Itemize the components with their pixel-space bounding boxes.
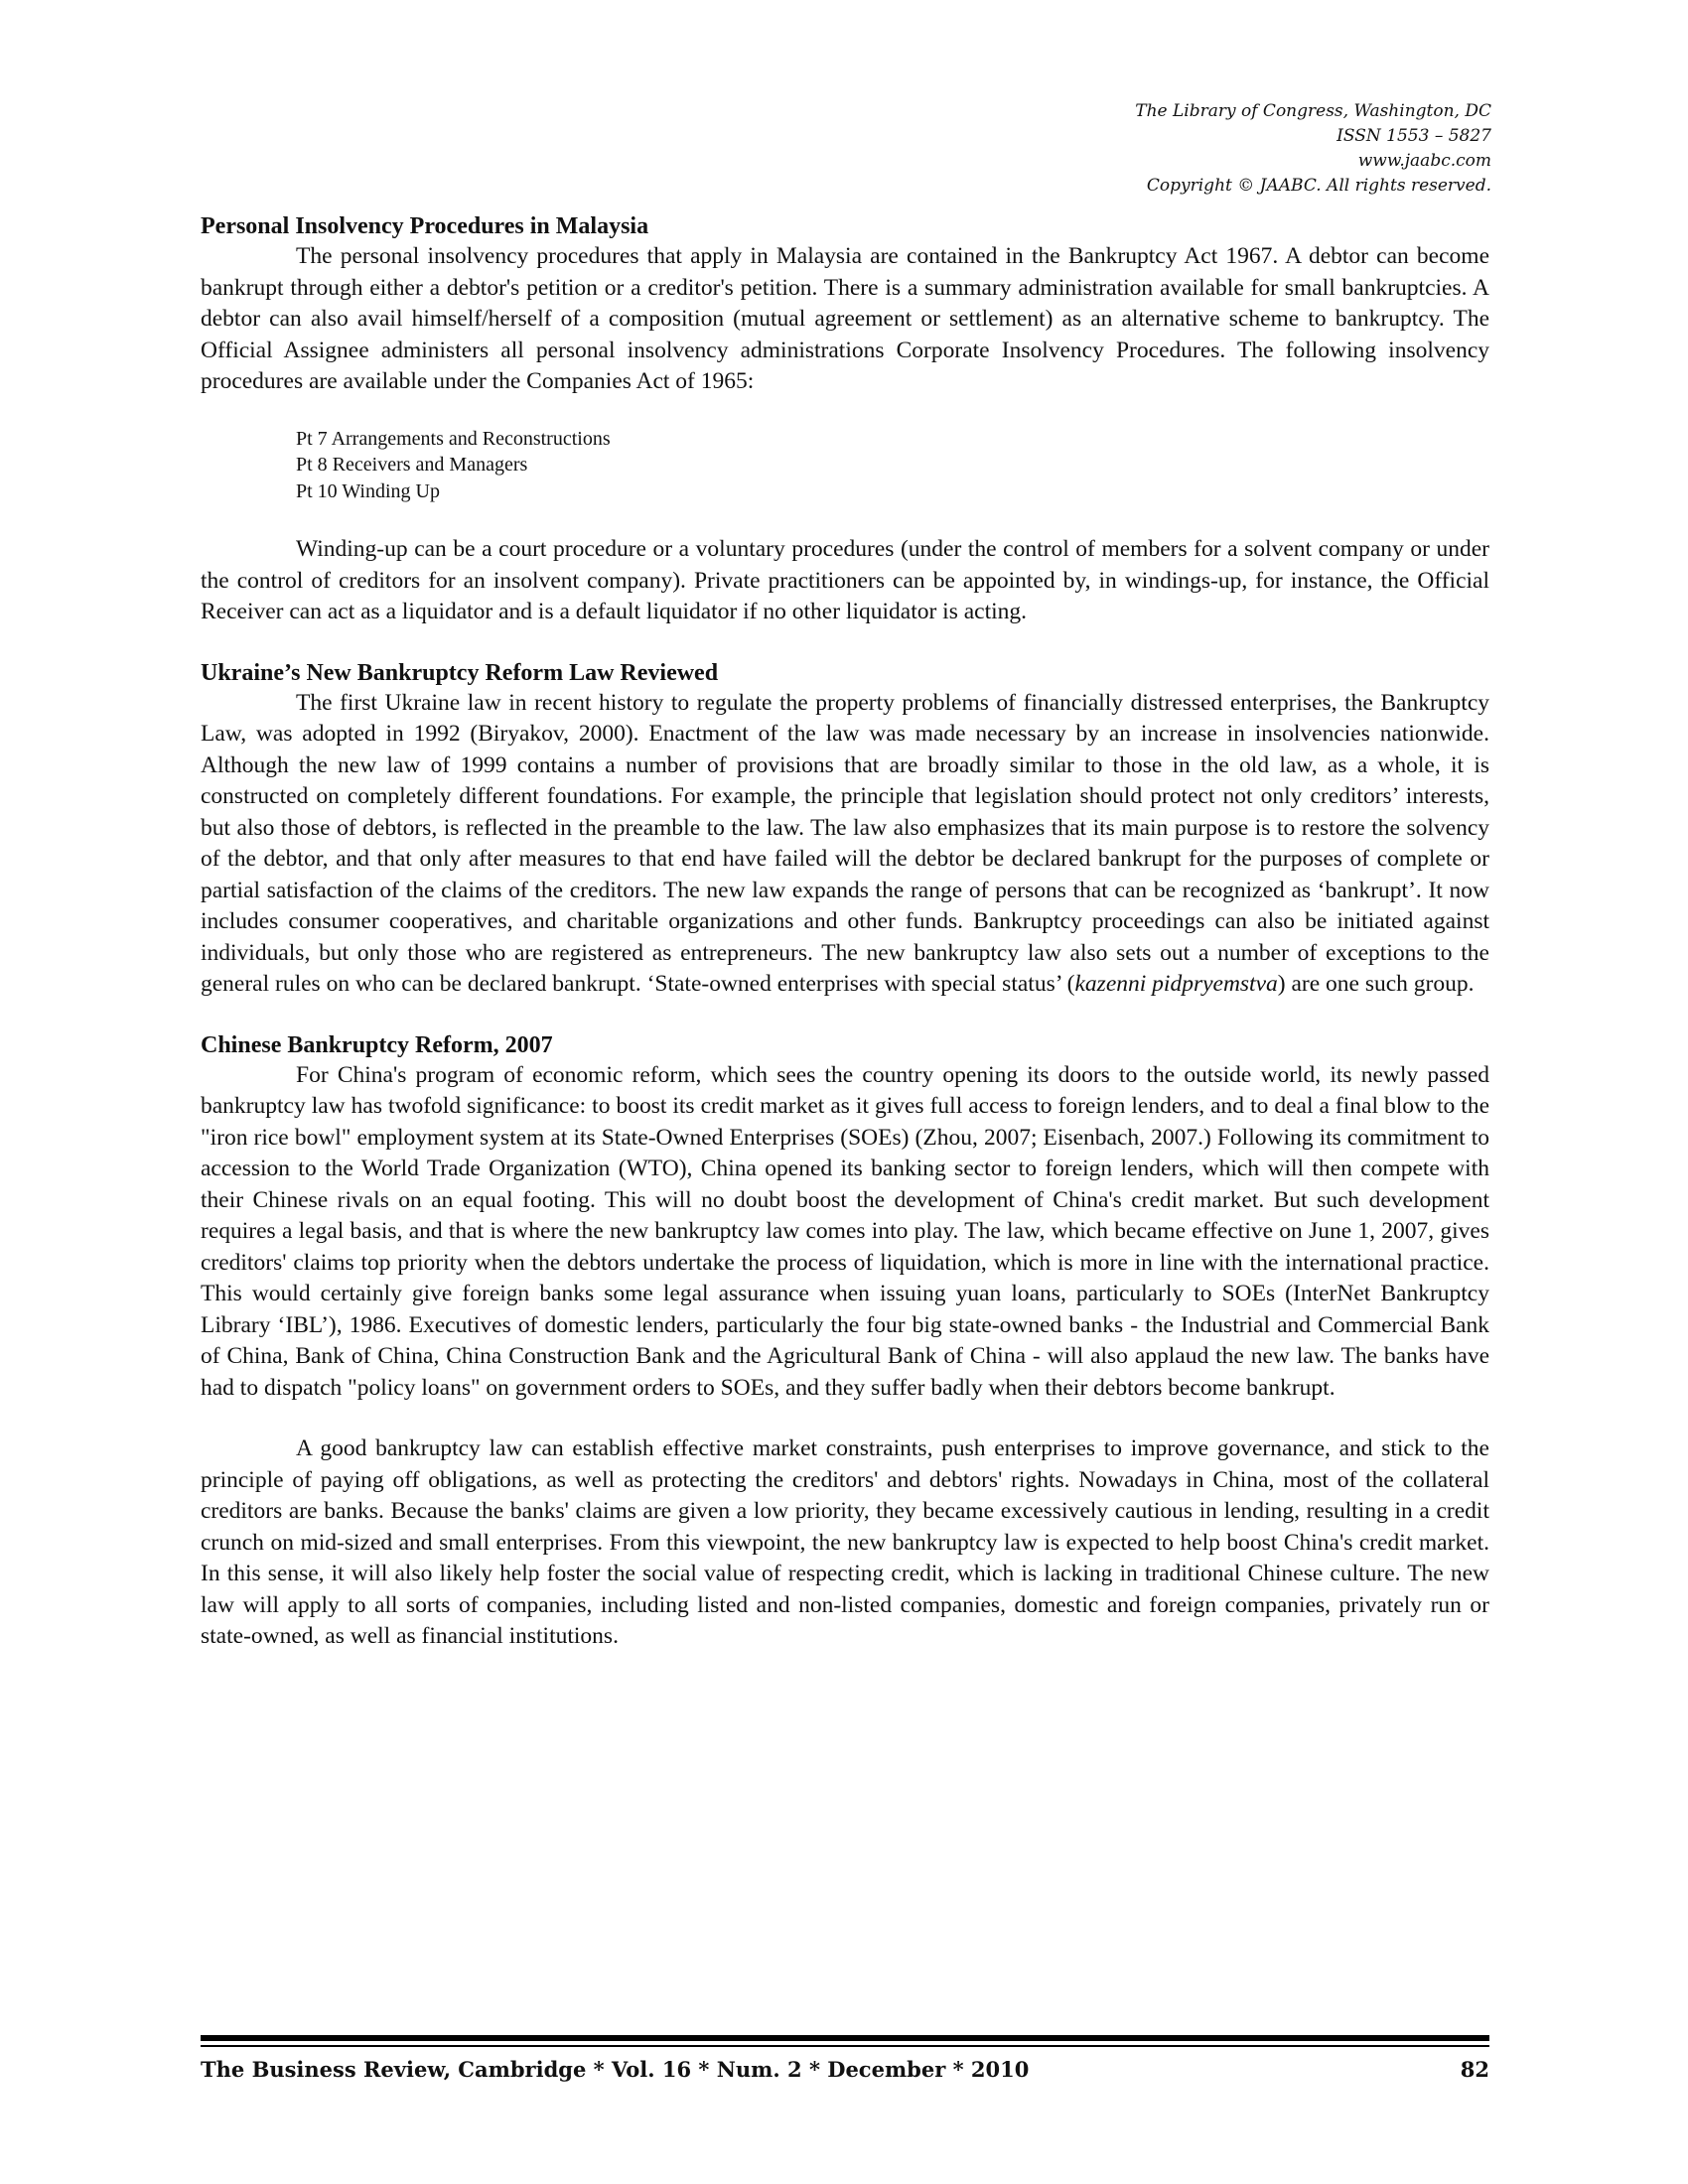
article-body (201, 211, 1489, 1653)
header-copyright: Copyright © JAABC. All rights reserved. (1146, 176, 1491, 196)
list-item: Pt 8 Receivers and Managers (296, 454, 528, 476)
header-library: The Library of Congress, Washington, DC (1135, 101, 1491, 121)
header-issn: ISSN 1553 – 5827 (1336, 126, 1491, 146)
heading-ukraine: Ukraine’s New Bankruptcy Reform Law Reviewed (201, 659, 719, 686)
paragraph-malaysia-2: Winding-up can be a court procedure or a voluntary procedures (under the control of members for a solvent company or under the control of creditors for an insolvent company). Private practitioners can be appointed by, in windings-up, for instance, the Official Receiver can act as a liquidator and is a default liquidator if no other liquidator is acting. (201, 536, 1489, 624)
ukrainian-term: kazenni pidpryemstva (1074, 971, 1278, 997)
list-item: Pt 10 Winding Up (296, 479, 440, 502)
paragraph-china-1: For China's program of economic reform, which sees the country opening its doors to the outside world, its newly passed bankruptcy law has twofold significance: to boost its credit market as it gives full access to foreign lenders, and to deal a final blow to the "iron rice bowl" employment system at its State-Owned Enterprises (SOEs) (Zhou, 2007; Eisenbach, 2007.) Following its commitment to accession to the World Trade Organization (WTO), China opened its banking sector to foreign lenders, which will then compete with their Chinese rivals on an equal footing. This will no doubt boost the development of China's credit market. But such development requires a legal basis, and that is where the new bankruptcy law comes into play. The law, which became effective on June 1, 2007, gives creditors' claims top priority when the debtors undertake the process of liquidation, which is more in line with the international practice. This would certainly give foreign banks some legal assurance when issuing yuan loans, particularly to SOEs (InterNet Bankruptcy Library ‘IBL’), 1986. Executives of domestic lenders, particularly the four big state-owned banks - the Industrial and Commercial Bank of China, Bank of China, China Construction Bank and the Agricultural Bank of China - will also applaud the new law. The banks have had to dispatch "policy loans" on government orders to SOEs, and they suffer badly when their debtors become bankrupt. (201, 1061, 1489, 1401)
heading-malaysia: Personal Insolvency Procedures in Malaysia (201, 213, 649, 239)
footer-divider-thin (201, 2045, 1489, 2047)
paragraph-ukraine-1 (201, 688, 1489, 1001)
footer-journal-citation: The Business Review, Cambridge * Vol. 16 * Num. 2 * December * 2010 (201, 2057, 1030, 2082)
paragraph-malaysia-1: The personal insolvency procedures that apply in Malaysia are contained in the Bankruptcy Act 1967. A debtor can become bankrupt through either a debtor's petition or a creditor's petition. There is a summary administration available for small bankruptcies. A debtor can also avail himself/herself of a composition (mutual agreement or settlement) as an alternative scheme to bankruptcy. The Official Assignee administers all personal insolvency administrations Corporate Insolvency Procedures. The following insolvency procedures are available under the Companies Act of 1965: (201, 243, 1489, 394)
page-header (896, 99, 1491, 199)
paragraph-ukraine-end: ) are one such group. (1277, 971, 1475, 997)
heading-china: Chinese Bankruptcy Reform, 2007 (201, 1031, 553, 1058)
page-number: 82 (1460, 2057, 1489, 2082)
footer-divider-thick (201, 2035, 1489, 2041)
header-website: www.jaabc.com (1357, 151, 1491, 171)
paragraph-china-2: A good bankruptcy law can establish effective market constraints, push enterprises to improve governance, and stick to the principle of paying off obligations, as well as protecting the creditors' and debtors' rights. Nowadays in China, most of the collateral creditors are banks. Because the banks' claims are given a low priority, they became excessively cautious in lending, resulting in a credit crunch on mid-sized and small enterprises. From this viewpoint, the new bankruptcy law is expected to help boost China's credit market. In this sense, it will also likely help foster the social value of respecting credit, which is lacking in traditional Chinese culture. The new law will apply to all sorts of companies, including listed and non-listed companies, domestic and foreign companies, privately run or state-owned, as well as financial institutions. (201, 1435, 1489, 1649)
insolvency-procedures-list (296, 426, 1489, 505)
paragraph-ukraine-text: The first Ukraine law in recent history to regulate the property problems of financially distressed enterprises, the Bankruptcy Law, was adopted in 1992 (Biryakov, 2000). Enactment of the law was made necessary by an increase in insolvencies nationwide. Although the new law of 1999 contains a number of provisions that are broadly similar to those in the old law, as a whole, it is constructed on completely different foundations. For example, the principle that legislation should protect not only creditors’ interests, but also those of debtors, is reflected in the preamble to the law. The law also emphasizes that its main purpose is to restore the solvency of the debtor, and that only after measures to that end have failed will the debtor be declared bankrupt for the purposes of complete or partial satisfaction of the claims of the creditors. The new law expands the range of persons that can be recognized as ‘bankrupt’. It now includes consumer cooperatives, and charitable organizations and other funds. Bankruptcy proceedings can also be initiated against individuals, but only those who are registered as entrepreneurs. The new bankruptcy law also sets out a number of exceptions to the general rules on who can be declared bankrupt. ‘State-owned enterprises with special status’ ( (201, 689, 1489, 997)
list-item: Pt 7 Arrangements and Reconstructions (296, 427, 611, 450)
